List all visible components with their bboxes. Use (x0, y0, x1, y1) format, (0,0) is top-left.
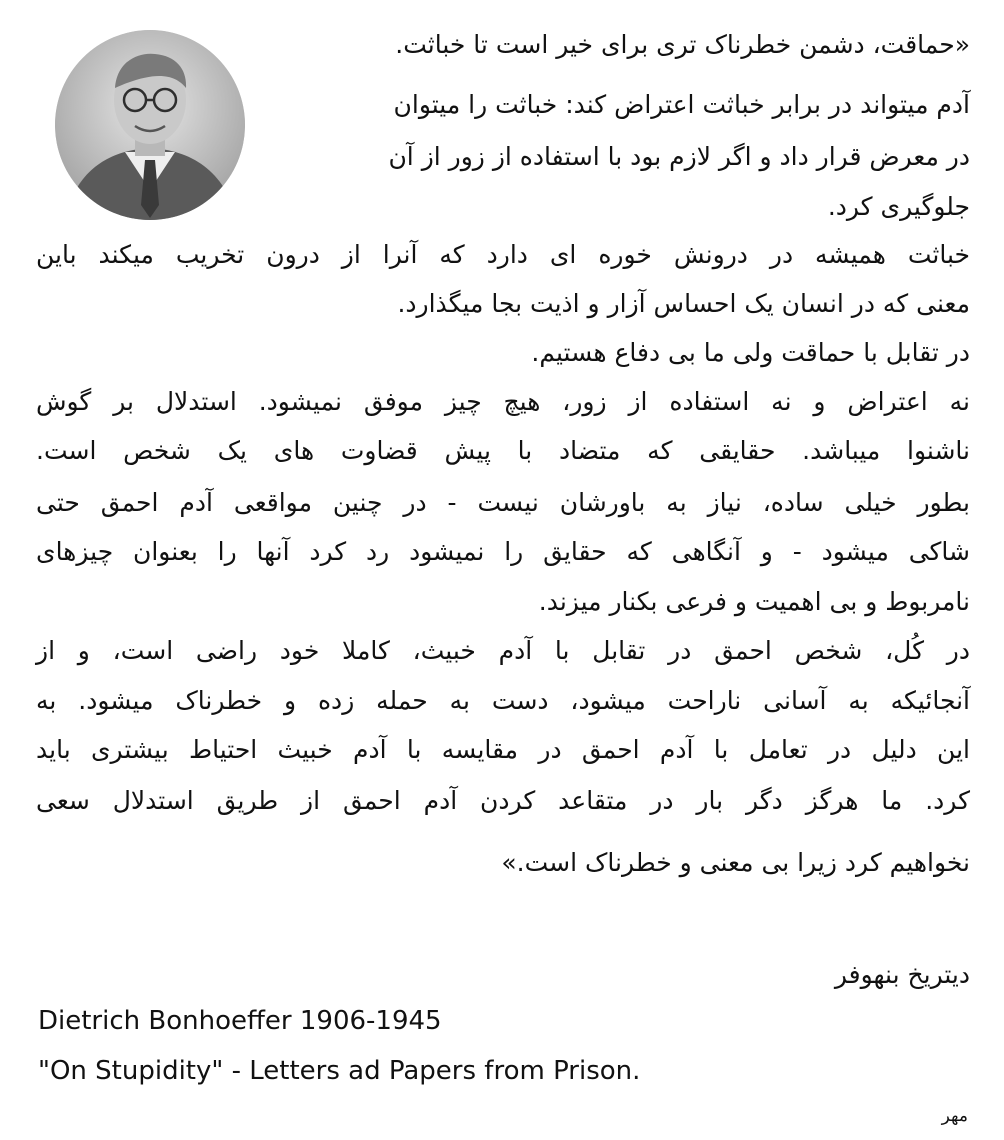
quote-line: آدم میتواند در برابر خباثت اعتراض کند: خباثت را میتوان (393, 90, 970, 119)
quote-line: در تقابل با حماقت ولی ما بی دفاع هستیم. (531, 338, 970, 367)
quote-line: «حماقت، دشمن خطرناک تری برای خیر است تا خباثت. (395, 30, 970, 59)
quote-line: جلوگیری کرد. (827, 192, 970, 221)
quote-line: معنی که در انسان یک احساس آزار و اذیت بجا میگذارد. (397, 289, 970, 318)
quote-line: بطور خیلی ساده، نیاز به باورشان نیست - در چنین مواقعی آدم احمق حتی (36, 488, 970, 517)
quote-line: نخواهیم کرد زیرا بی معنی و خطرناک است.» (501, 848, 970, 877)
quote-line: نامربوط و بی اهمیت و فرعی بکنار میزند. (538, 587, 970, 616)
quote-line: خباثت همیشه در درونش خوره ای دارد که آنرا از درون تخریب میکند باین (36, 240, 970, 269)
quote-line: کرد. ما هرگز دگر بار در متقاعد کردن آدم احمق از طریق استدلال سعی (36, 786, 970, 815)
quote-line: آنجائیکه به آسانی ناراحت میشود، دست به حمله زده و خطرناک میشود. به (36, 686, 970, 715)
quote-line: نه اعتراض و نه استفاده از زور، هیچ چیز موفق نمیشود. استدلال بر گوش (36, 387, 970, 416)
stamp-label: مهر (941, 1106, 968, 1126)
quote-line: این دلیل در تعامل با آدم احمق در مقایسه با آدم خبیث احتیاط بیشتری باید (36, 735, 970, 764)
quote-line: ناشنوا میباشد. حقایقی که متضاد با پیش قضاوت های یک شخص است. (36, 436, 970, 465)
quote-line: در کُل، شخص احمق در تقابل با آدم خبیث، کاملا خود راضی است، و از (36, 636, 970, 665)
quote-line: در معرض قرار داد و اگر لازم بود با استفاده از زور از آن (388, 142, 970, 171)
author-name-en: Dietrich Bonhoeffer 1906-1945 (38, 1006, 442, 1036)
quote-line: شاکی میشود - و آنگاهی که حقایق را نمیشود رد کرد آنها را بعنوان چیزهای (36, 537, 970, 566)
author-name-fa: دیتریخ بنهوفر (834, 960, 970, 989)
source-title: "On Stupidity" - Letters ad Papers from Prison. (38, 1056, 641, 1086)
portrait-photo-icon (55, 30, 245, 220)
author-portrait (55, 30, 245, 220)
